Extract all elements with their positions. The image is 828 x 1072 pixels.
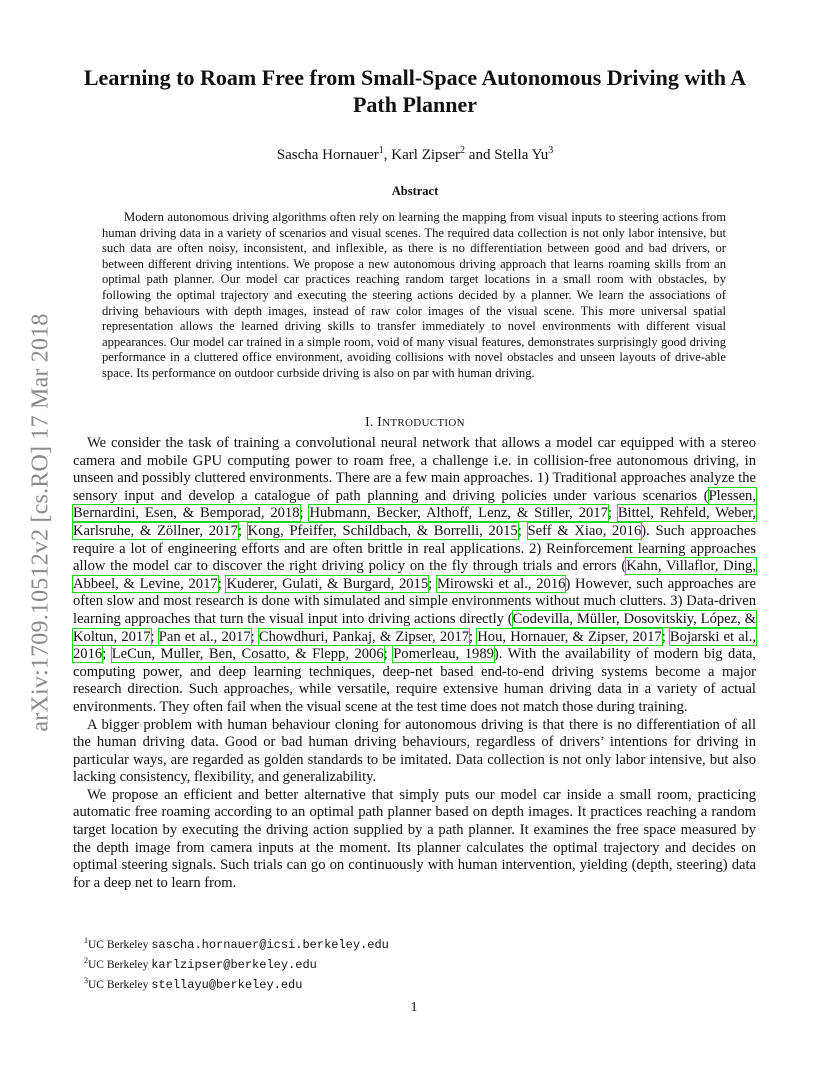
footnote-mark: 3 — [84, 975, 88, 985]
text-run: ) However, such approaches are often slow and most research is done with simulated and simple environments without much clutters. 3) Data-driven learning approaches that turn the visual input into driving actions directly ( — [73, 575, 756, 627]
author-mark: 1 — [378, 145, 384, 156]
arxiv-stamp-text: arXiv:1709.10512v2 [cs.RO] 17 Mar 2018 — [27, 312, 54, 732]
abstract-text: Modern autonomous driving algorithms often rely on learning the mapping from visual inputs to steering actions from human driving data in a variety of scenarios and visual scenes. The required data collection is not only labor intensive, but such data are often noisy, inconsistent, and inflexible, as there is no differentiation between good and bad drivers, or between different driving intentions. We propose a new autonomous driving approach that learns roaming skills from an optimal path planner. Our model car practices reaching random target locations in a small room with obstacles, by following the optimal trajectory and executing the steering actions decided by a planner. We learn the associations of driving behaviours with depth images, instead of raw color images of the visual scene. This more universal spatial representation allows the learned driving skills to transfer immediately to novel environments with different visual appearances. Our model car trained in a simple room, void of many visual features, demonstrates surprisingly good driving performance in a cluttered office environment, avoiding collisions with novel obstacles and unseen layouts of drive-able space. Its performance on outdoor curbside driving is also on par with human driving. — [102, 210, 726, 380]
citation-link[interactable]: Pan et al., 2017 — [158, 628, 251, 645]
citation-link[interactable]: Seff & Xiao, 2016 — [527, 522, 642, 539]
section-heading — [60, 414, 770, 430]
footnote-affiliation: UC Berkeley — [88, 938, 152, 951]
text-run: ; — [237, 522, 248, 539]
footnotes — [84, 933, 684, 992]
footnote — [84, 933, 684, 953]
text-run: ; — [517, 522, 528, 539]
text-run: We consider the task of training a convolutional neural network that allows a model car equipped with a stereo camera and mobile GPU computing power to roam free, a challenge i.e. in collision-free autonomous driving, in unseen and possibly cluttered environments. There are a few main approaches. 1) Traditional approaches analyze the sensory input and develop a catalogue of path planning and driving policies under various scenarios ( — [73, 435, 756, 504]
citation-link[interactable]: LeCun, Muller, Ben, Cosatto, & Flepp, 2006 — [111, 646, 384, 663]
text-run: ; — [428, 575, 437, 592]
citation-link[interactable]: Kuderer, Gulati, & Burgard, 2015 — [226, 575, 429, 592]
text-run: ; — [469, 628, 478, 645]
introduction-body — [73, 435, 756, 892]
author-list — [60, 145, 770, 164]
text-run: ; — [383, 646, 394, 663]
footnote-affiliation: UC Berkeley — [88, 978, 152, 991]
text-run: ). With the availability of modern big data, computing power, and deep learning techniques, deep-net based end-to-end driving systems become a major research direction. Such approaches, while versatile, require extensive human driving data in a variety of actual environments. They often fail when the visual scene at the test time does not match those during training. — [73, 646, 756, 715]
arxiv-stamp — [28, 284, 54, 760]
intro-paragraph: We propose an efficient and better alternative that simply puts our model car inside a small room, practicing automatic free roaming according to an optimal path planner based on depth images. It practices reaching a random target location by executing the driving action supplied by a path planner. It examines the free space measured by the depth image from camera inputs at the moment. Its planner calculates the optimal trajectory and decides on optimal steering signals. Such trials can go on continuously with human intervention, yielding (depth, steering) data for a deep net to learn from. — [73, 786, 756, 891]
footnote-email: sascha.hornauer@icsi.berkeley.edu — [151, 937, 389, 952]
footnote-email: stellayu@berkeley.edu — [151, 977, 303, 992]
text-run: ; — [217, 575, 227, 592]
footnote-mark: 2 — [84, 955, 88, 965]
intro-paragraph: A bigger problem with human behaviour cloning for autonomous driving is that there is no differentiation of all the human driving data. Good or bad human driving behaviours, regardless of drivers’ intentions for driving in particular ways, are regarded as golden standards to be imitated. Data collection is not only labor intensive, but also lacking consistency, flexibility, and generalizability. — [73, 716, 756, 786]
text-run: ; — [661, 628, 670, 645]
citation-link[interactable]: Bojarski et al., 2016 — [73, 628, 757, 663]
text-run: ; — [102, 646, 112, 663]
author-name: Sascha Hornauer — [276, 147, 379, 163]
citation-link[interactable]: Kong, Pfeiffer, Schildbach, & Borrelli, 2015 — [247, 522, 518, 539]
citation-link[interactable]: Kahn, Villaflor, Ding, Abbeel, & Levine, 2017 — [73, 558, 756, 592]
author-mark: 3 — [548, 145, 554, 156]
citation-link[interactable]: Mirowski et al., 2016 — [436, 575, 566, 592]
text-run: ; — [607, 505, 618, 522]
section-initial: I — [377, 414, 383, 429]
citation-link[interactable]: Bittel, Rehfeld, Weber, Karlsruhe, & Zöllner, 2017 — [73, 505, 756, 539]
abstract-heading: Abstract — [391, 184, 439, 198]
text-run: ; — [150, 628, 159, 645]
citation-link[interactable]: Hou, Hornauer, & Zipser, 2017 — [477, 628, 662, 645]
text-run: ; — [299, 505, 310, 522]
citation-link[interactable]: Chowdhuri, Pankaj, & Zipser, 2017 — [258, 628, 470, 645]
page-number: 1 — [410, 1000, 418, 1015]
footnote-affiliation: UC Berkeley — [88, 958, 152, 971]
text-run: ). Such approaches require a lot of engineering efforts and are often brittle in real applications. 2) Reinforcement learning approaches allow the model car to discover the right driving policy on the fly through trials and errors ( — [73, 522, 757, 575]
footnote-email: karlzipser@berkeley.edu — [151, 957, 317, 972]
footnote-mark: 1 — [84, 936, 88, 945]
citation-link[interactable]: Plessen, Bernardini, Esen, & Bemporad, 2018 — [73, 487, 756, 522]
footnote — [84, 973, 684, 993]
author-name: Karl Zipser — [391, 147, 461, 163]
author-mark: 2 — [460, 145, 466, 156]
footnote — [84, 953, 684, 973]
text-run: ; — [250, 628, 259, 645]
intro-paragraph — [73, 435, 756, 717]
author-separator: , — [383, 147, 392, 163]
paper-title: Learning to Roam Free from Small-Space Autonomous Driving with A Path Planner — [83, 65, 747, 117]
citation-link[interactable]: Codevilla, Müller, Dosovitskiy, López, & Koltun, 2017 — [73, 610, 756, 645]
citation-link[interactable]: Pomerleau, 1989 — [393, 646, 494, 663]
author-separator: and — [465, 147, 495, 163]
section-numeral: I. — [365, 414, 378, 429]
citation-link[interactable]: Hubmann, Becker, Althoff, Lenz, & Stiller, 2017 — [309, 505, 608, 522]
section-rest: NTRODUCTION — [382, 417, 465, 429]
author-name: Stella Yu — [494, 147, 549, 163]
